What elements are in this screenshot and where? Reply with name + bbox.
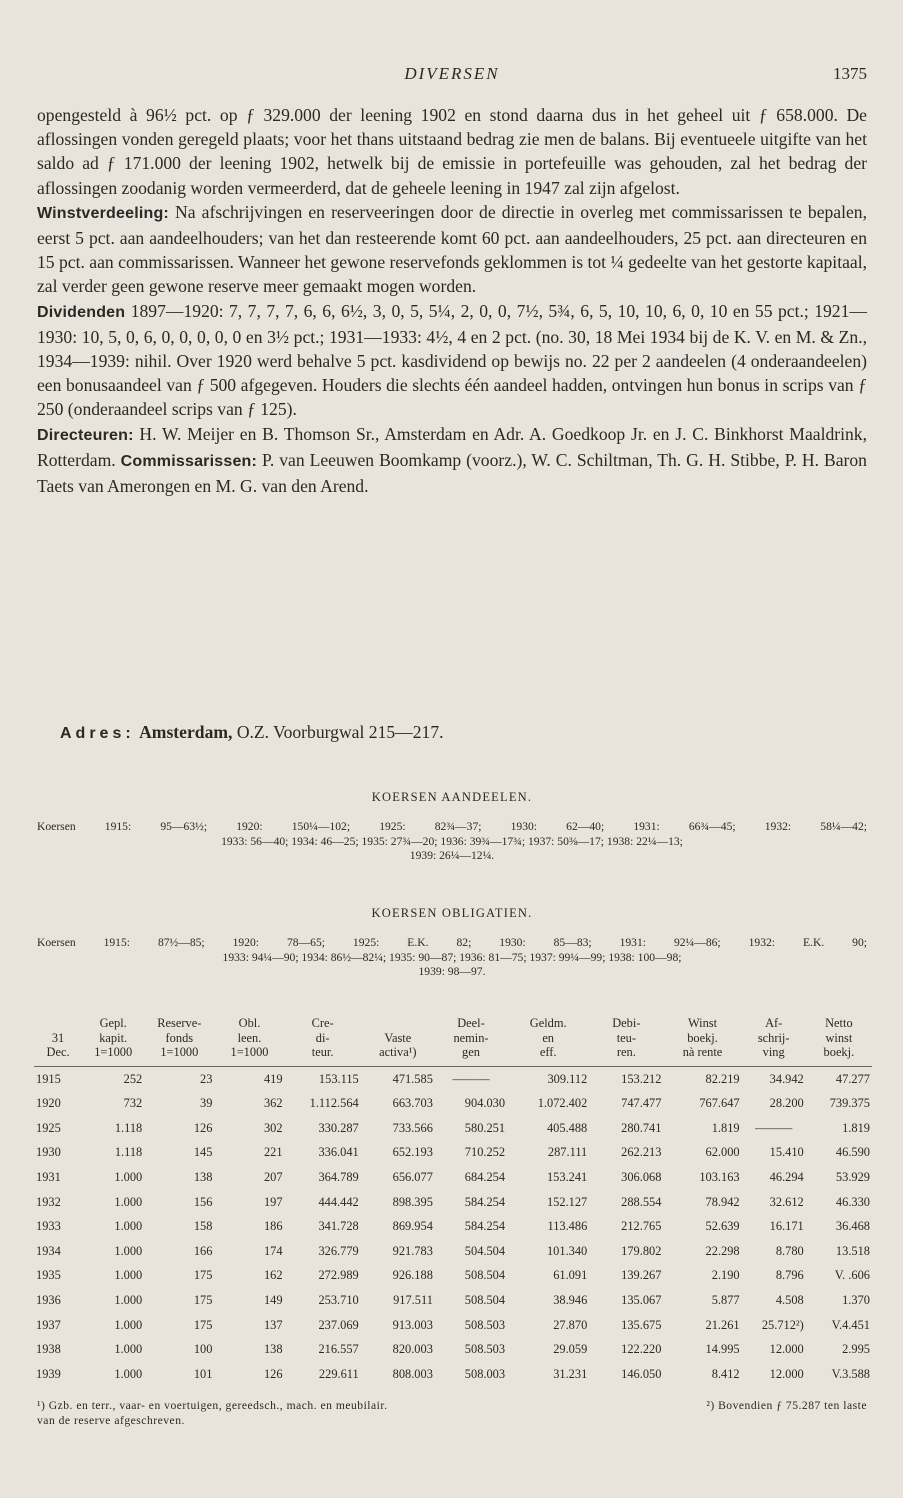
table-cell: 237.069 (318, 1317, 359, 1332)
table-cell: 584.254 (464, 1219, 506, 1234)
table-cell: 508.504 (464, 1292, 506, 1307)
directeuren-text: H. W. Meijer en B. Thomson Sr., Amsterdam en Adr. A. Goedkoop Jr. en J. C. Binkhorst Maaldrink, Rotterdam. (37, 423, 867, 470)
table-row (34, 1141, 872, 1166)
table-cell: ——— (452, 1071, 490, 1086)
col-header-geldmiddelen: Geldm. en eff. (507, 1016, 589, 1066)
table-cell: 1.000 (114, 1169, 143, 1184)
row-year-cell: 1920 (36, 1096, 61, 1111)
table-cell: 733.566 (392, 1120, 433, 1135)
col-header-obl-leen: Obl. leen. 1=1000 (214, 1016, 284, 1066)
table-cell: 309.112 (547, 1071, 588, 1086)
footnote-2: ²) Bovendien ƒ 75.287 ten laste (706, 1399, 867, 1412)
table-cell: 926.188 (392, 1268, 433, 1283)
table-cell: 61.091 (553, 1268, 588, 1283)
table-cell: 663.703 (392, 1096, 433, 1111)
table-cell: 584.254 (464, 1194, 506, 1209)
table-cell: 1.112.564 (309, 1096, 359, 1111)
winstverdeeling-text: Na afschrijvingen en reserveeringen door de directie in overleg met commissarissen te bepalen, eerst 5 pct. aan aandeelhouders; van het dan resteerende komt 60 pct. aan aandeelhouders, 25 pct. aan directeuren en 15 pct. aan commissarissen. Wanneer het gewone reservefonds geklommen is tot ¼ gedeelte van het gestorte kapitaal, zal verder geen gewone reserve meer gemaakt mogen worden. (37, 201, 867, 297)
table-cell: 22.298 (705, 1243, 740, 1258)
table-cell: 162 (263, 1268, 283, 1283)
table-cell: 186 (263, 1219, 283, 1234)
table-row (34, 1116, 872, 1141)
col-header-afschrijving: Af- schrij- ving (742, 1016, 806, 1066)
row-year-cell: 1936 (36, 1292, 61, 1307)
table-cell: 341.728 (318, 1219, 359, 1234)
row-year-cell: 1932 (36, 1194, 61, 1209)
table-cell: 52.639 (705, 1219, 740, 1234)
table-cell: 1.000 (114, 1317, 143, 1332)
table-cell: 1.819 (711, 1120, 740, 1135)
table-row (34, 1091, 872, 1116)
table-cell: 504.504 (464, 1243, 506, 1258)
table-cell: 216.557 (318, 1342, 359, 1357)
table-cell: 767.647 (699, 1096, 740, 1111)
table-cell: 153.241 (546, 1169, 588, 1184)
table-cell: 1.000 (114, 1292, 143, 1307)
table-row (34, 1066, 872, 1091)
table-cell: 287.111 (547, 1145, 588, 1160)
col-header-winst: Winst boekj. nà rente (663, 1016, 741, 1066)
table-cell: 904.030 (464, 1096, 506, 1111)
table-cell: 1.118 (114, 1120, 143, 1135)
winstverdeeling-label: Winstverdeeling: (37, 204, 169, 222)
table-cell: 82.219 (705, 1071, 740, 1086)
table-cell: 139.267 (621, 1268, 662, 1283)
table-cell: 684.254 (464, 1169, 506, 1184)
table-cell: 4.508 (775, 1292, 804, 1307)
table-cell: 175 (193, 1317, 213, 1332)
row-year-cell: 1938 (36, 1342, 61, 1357)
table-cell: 166 (193, 1243, 213, 1258)
table-cell: 306.068 (621, 1169, 662, 1184)
table-cell: 212.765 (621, 1219, 662, 1234)
row-year-cell: 1930 (36, 1145, 61, 1160)
paragraph-directeuren (37, 422, 867, 499)
table-cell: 145 (193, 1145, 213, 1160)
table-cell: 921.783 (392, 1243, 433, 1258)
table-cell: 253.710 (318, 1292, 359, 1307)
table-cell: 326.779 (318, 1243, 359, 1258)
koersen-obligatien-line-2: 1933: 94¼—90; 1934: 86½—82¼; 1935: 90—87; 1936: 81—75; 1937: 99¼—99; 1938: 100—98; (222, 950, 682, 964)
table-cell: 1.819 (842, 1120, 870, 1135)
table-cell: 126 (193, 1120, 213, 1135)
table-cell: 419 (263, 1071, 283, 1086)
table-cell: 146.050 (621, 1366, 662, 1381)
col-header-dec: 31 Dec. (34, 1016, 82, 1066)
table-body (34, 1066, 872, 1386)
table-cell: 46.294 (769, 1169, 804, 1184)
koersen-aandeelen-line-1: Koersen 1915: 95—63½; 1920: 150¼—102; 1925: 82¾—37; 1930: 62—40; 1931: 66¾—45; 1932: 58¼—42; (37, 820, 867, 833)
table-cell: 179.802 (621, 1243, 662, 1258)
col-header-kapit: Gepl. kapit. 1=1000 (82, 1016, 144, 1066)
table-row (34, 1165, 872, 1190)
table-cell: 656.077 (392, 1169, 433, 1184)
table-cell: 158 (193, 1219, 213, 1234)
row-year-cell: 1925 (36, 1120, 61, 1135)
table-cell: 135.675 (621, 1317, 662, 1332)
row-year-cell: 1934 (36, 1243, 61, 1258)
running-title: DIVERSEN (404, 64, 500, 83)
table-cell: 14.995 (705, 1342, 740, 1357)
adres-city: Amsterdam, (139, 722, 233, 742)
commissarissen-label: Commissarissen: (120, 452, 258, 470)
table-cell: 36.468 (835, 1219, 870, 1234)
table-cell: 1.000 (114, 1219, 143, 1234)
col-header-vaste-activa: Vaste activa¹) (361, 1016, 435, 1066)
table-cell: 46.330 (835, 1194, 870, 1209)
table-cell: 808.003 (392, 1366, 433, 1381)
table-row (34, 1313, 872, 1338)
koersen-aandeelen-title: KOERSEN AANDEELEN. (371, 790, 533, 804)
table-cell: 652.193 (392, 1145, 433, 1160)
table-cell: 122.220 (621, 1342, 662, 1357)
table-cell: 288.554 (621, 1194, 662, 1209)
table-cell: 1.000 (114, 1342, 143, 1357)
row-year-cell: 1931 (36, 1169, 61, 1184)
table-cell: 12.000 (769, 1366, 804, 1381)
table-cell: 27.870 (553, 1317, 588, 1332)
table-cell: 101.340 (546, 1243, 588, 1258)
table-cell: 330.287 (318, 1120, 359, 1135)
table-cell: 272.989 (318, 1268, 359, 1283)
address-line (60, 722, 444, 743)
table-cell: 153.115 (318, 1071, 359, 1086)
table-cell: 580.251 (464, 1120, 506, 1135)
paragraph-leening: opengesteld à 96½ pct. op ƒ 329.000 der leening 1902 en stond daarna dus in het geheel uit ƒ 658.000. De aflossingen vonden geregeld plaats; voor het thans uitstaand bedrag zie men de balans. Bij eventueele uitgifte van het saldo ad ƒ 171.000 der leening 1902, hetwelk bij de emissie in portefeuille was gehouden, zal het bedrag der aflossingen zoodanig worden vermeerderd, dat de geheele leening in 1947 zal zijn afgelost. (37, 105, 867, 198)
table-cell: 336.041 (318, 1145, 359, 1160)
table-cell: 221 (263, 1145, 283, 1160)
table-cell: 444.442 (318, 1194, 359, 1209)
adres-label: Adres: (60, 725, 135, 742)
col-header-reservefonds: Reserve- fonds 1=1000 (144, 1016, 214, 1066)
table-cell: 25.712²) (761, 1317, 804, 1332)
table-cell: 8.780 (775, 1243, 804, 1258)
paragraph-winstverdeeling (37, 200, 867, 299)
table-cell: 508.003 (464, 1366, 506, 1381)
koersen-obligatien-title: KOERSEN OBLIGATIEN. (371, 906, 533, 920)
table-cell: 197 (263, 1194, 283, 1209)
table-cell: 364.789 (318, 1169, 359, 1184)
table-cell: 137 (263, 1317, 283, 1332)
row-year-cell: 1933 (36, 1219, 61, 1234)
table-cell: 8.412 (711, 1366, 740, 1381)
koersen-aandeelen-block (37, 820, 867, 864)
footnotes (37, 1398, 867, 1428)
table-cell: 739.375 (829, 1096, 870, 1111)
table-cell: V.3.588 (831, 1366, 870, 1381)
table-cell: V.4.451 (831, 1317, 870, 1332)
row-year-cell: 1915 (36, 1071, 61, 1086)
table-row (34, 1362, 872, 1387)
paragraph-dividenden (37, 299, 867, 422)
table-cell: 2.995 (842, 1342, 870, 1357)
table-cell: 207 (263, 1169, 283, 1184)
table-cell: 46.590 (835, 1145, 870, 1160)
footnote-1-continued: van de reserve afgeschreven. (37, 1414, 185, 1427)
table-cell: 280.741 (621, 1120, 662, 1135)
table-cell: 23 (200, 1071, 213, 1086)
table-cell: 152.127 (546, 1194, 588, 1209)
table-cell: 252 (123, 1071, 143, 1086)
table-cell: 710.252 (464, 1145, 506, 1160)
table-cell: 12.000 (769, 1342, 804, 1357)
table-cell: 2.190 (711, 1268, 740, 1283)
table-cell: 15.410 (769, 1145, 804, 1160)
table-cell: 471.585 (392, 1071, 433, 1086)
table-cell: 175 (193, 1268, 213, 1283)
table-cell: 508.504 (464, 1268, 506, 1283)
table-header-row (34, 1016, 872, 1066)
table-cell: 1.370 (842, 1292, 870, 1307)
table-cell: 869.954 (392, 1219, 433, 1234)
table-cell: 508.503 (464, 1342, 506, 1357)
table-cell: 1.000 (114, 1268, 143, 1283)
table-row (34, 1337, 872, 1362)
table-cell: 820.003 (392, 1342, 433, 1357)
table-cell: 362 (263, 1096, 283, 1111)
table-cell: 174 (263, 1243, 283, 1258)
col-header-deelnemingen: Deel- nemin- gen (435, 1016, 507, 1066)
table-row (34, 1288, 872, 1313)
table-cell: 156 (193, 1194, 213, 1209)
table-cell: 153.212 (621, 1071, 662, 1086)
koersen-obligatien-line-3: 1939: 98—97. (418, 965, 486, 979)
table-cell: 16.171 (769, 1219, 804, 1234)
table-cell: 113.486 (547, 1219, 588, 1234)
directeuren-label: Directeuren: (37, 426, 134, 444)
table-cell: 732 (123, 1096, 143, 1111)
table-cell: 62.000 (705, 1145, 740, 1160)
table-cell: 31.231 (553, 1366, 588, 1381)
table-row (34, 1239, 872, 1264)
table-cell: 126 (263, 1366, 283, 1381)
table-cell: 53.929 (835, 1169, 870, 1184)
table-cell: 78.942 (705, 1194, 740, 1209)
table-cell: 32.612 (769, 1194, 804, 1209)
row-year-cell: 1937 (36, 1317, 61, 1332)
table-cell: 138 (263, 1342, 283, 1357)
table-cell: 302 (263, 1120, 283, 1135)
col-header-crediteuren: Cre- di- teur. (285, 1016, 361, 1066)
row-year-cell: 1939 (36, 1366, 61, 1381)
koersen-aandeelen-line-2: 1933: 56—40; 1934: 46—25; 1935: 27¾—20; 1936: 39¾—17¾; 1937: 50⅜—17; 1938: 22¼—13; (221, 834, 683, 848)
financial-table (34, 1016, 872, 1387)
koersen-aandeelen-line-3: 1939: 26¼—12¼. (409, 849, 495, 863)
table-cell: 175 (193, 1292, 213, 1307)
table-cell: 1.000 (114, 1366, 143, 1381)
adres-street: O.Z. Voorburgwal 215—217. (232, 722, 444, 742)
table-cell: 28.200 (769, 1096, 804, 1111)
body-text (37, 103, 867, 498)
table-cell: 1.072.402 (537, 1096, 588, 1111)
table-cell: 13.518 (835, 1243, 870, 1258)
table-cell: 898.395 (392, 1194, 433, 1209)
table-cell: 135.067 (621, 1292, 662, 1307)
table-cell: 229.611 (318, 1366, 359, 1381)
page-header (37, 62, 867, 86)
dividenden-text: 1897—1920: 7, 7, 7, 7, 6, 6, 6½, 3, 0, 5, 5¼, 2, 0, 0, 7½, 5¾, 6, 5, 10, 10, 6, 0, 10 en 55 pct.; 1921—1930: 10, 5, 0, 6, 0, 0, 0, 0, 0 en 3½ pct.; 1931—1933: 4½, 4 en 2 pct. (no. 30, 18 Mei 1934 bij de K. V. en M. & Zn., 1934—1939: nihil. Over 1920 werd behalve 5 pct. kasdividend op bewijs no. 22 per 2 aandeelen (4 onderaandeelen) een bonusaandeel van ƒ 500 afgegeven. Houders die slechts één aandeel hadden, ontvingen hun bonus in scrips van ƒ 250 (onderaandeel scrips van ƒ 125). (37, 300, 867, 420)
table-cell: 101 (193, 1366, 213, 1381)
table-cell: 917.511 (393, 1292, 433, 1307)
table-cell: 103.163 (699, 1169, 740, 1184)
table-cell: ——— (755, 1120, 793, 1135)
dividenden-label: Dividenden (37, 303, 126, 321)
table-cell: 100 (193, 1342, 213, 1357)
col-header-debiteuren: Debi- teu- ren. (589, 1016, 663, 1066)
table-cell: 405.488 (546, 1120, 588, 1135)
koersen-obligatien-block (37, 936, 867, 980)
table-row (34, 1190, 872, 1215)
table-cell: 39 (200, 1096, 213, 1111)
table-cell: 913.003 (392, 1317, 433, 1332)
table-cell: 508.503 (464, 1317, 506, 1332)
table-cell: 747.477 (621, 1096, 662, 1111)
table-cell: 1.118 (114, 1145, 143, 1160)
table-cell: 34.942 (769, 1071, 804, 1086)
table-cell: 5.877 (711, 1292, 740, 1307)
col-header-netto-winst: Netto winst boekj. (806, 1016, 872, 1066)
table-cell: 47.277 (835, 1071, 870, 1086)
table-cell: 149 (263, 1292, 283, 1307)
table-cell: 262.213 (621, 1145, 662, 1160)
page-number: 1375 (833, 64, 867, 83)
row-year-cell: 1935 (36, 1268, 61, 1283)
table-cell: V. .606 (834, 1268, 870, 1283)
footnote-1: ¹) Gzb. en terr., vaar- en voertuigen, gereedsch., mach. en meubilair. (37, 1399, 388, 1412)
table-row (34, 1214, 872, 1239)
table-cell: 38.946 (553, 1292, 588, 1307)
table-cell: 1.000 (114, 1194, 143, 1209)
koersen-obligatien-line-1: Koersen 1915: 87½—85; 1920: 78—65; 1925: E.K. 82; 1930: 85—83; 1931: 92¼—86; 1932: E.K. 90; (37, 936, 867, 949)
table-cell: 1.000 (114, 1243, 143, 1258)
table-row (34, 1264, 872, 1289)
table-cell: 21.261 (705, 1317, 740, 1332)
table-cell: 29.059 (553, 1342, 588, 1357)
commissarissen-text: P. van Leeuwen Boomkamp (voorz.), W. C. Schiltman, Th. G. H. Stibbe, P. H. Baron Taets van Amerongen en M. G. van den Arend. (37, 449, 867, 497)
table-cell: 138 (193, 1169, 213, 1184)
table-cell: 8.796 (775, 1268, 804, 1283)
